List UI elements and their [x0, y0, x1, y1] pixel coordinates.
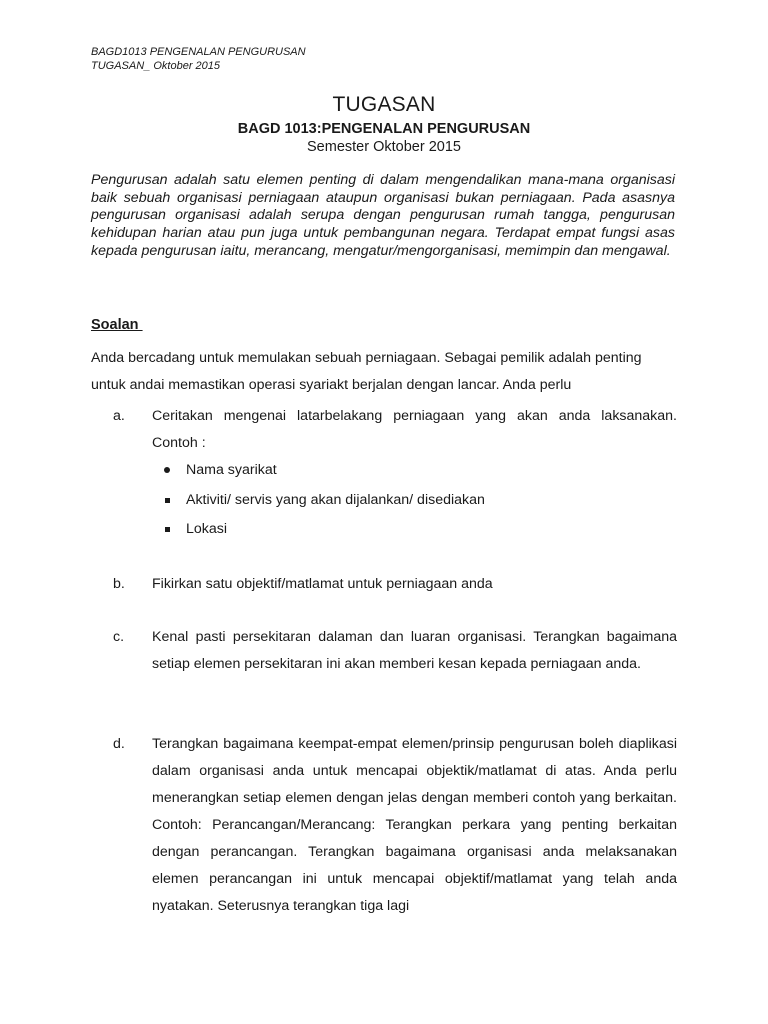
- document-title: TUGASAN: [332, 93, 436, 116]
- example-bullet-list: [152, 457, 652, 546]
- soalan-heading: Soalan: [91, 317, 143, 333]
- bullet-text: Aktiviti/ servis yang akan dijalankan/ disediakan: [186, 491, 485, 508]
- bullet-text: Nama syarikat: [186, 462, 277, 478]
- list-marker: b.: [113, 576, 125, 592]
- square-bullet-icon: [165, 527, 170, 532]
- header-assignment-line: TUGASAN_ Oktober 2015: [91, 60, 221, 72]
- list-item-text: Fikirkan satu objektif/matlamat untuk perniagaan anda: [152, 576, 493, 592]
- bullet-item: [152, 516, 652, 546]
- list-item-text: Ceritakan mengenai latarbelakang perniagaan yang akan anda laksanakan. Contoh :: [152, 408, 677, 451]
- bullet-item: [152, 487, 652, 517]
- list-marker: c.: [113, 629, 125, 645]
- document-subtitle: BAGD 1013:PENGENALAN PENGURUSAN: [237, 121, 531, 137]
- running-header: [91, 45, 306, 73]
- square-bullet-icon: [165, 498, 170, 503]
- bullet-item: [152, 457, 652, 487]
- intro-paragraph: Pengurusan adalah satu elemen penting di dalam mengendalikan mana-mana organisasi baik sebuah organisasi perniagaan ataupun organisasi bukan perniagaan. Pada asasnya pengurusan organisasi adalah serupa dengan pengurusan rumah tangga, pengurusan kehidupan harian atau pun juga untuk pembangunan negara. Terdapat empat fungsi asas kepada pengurusan iaitu, merancang, mengatur/mengorganisasi, memimpin dan mengawal.: [91, 172, 675, 259]
- soalan-paragraph: Anda bercadang untuk memulakan sebuah perniagaan. Sebagai pemilik adalah penting untuk andai memastikan operasi syariakt berjalan dengan lancar. Anda perlu: [91, 350, 642, 393]
- bullet-text: Lokasi: [186, 521, 228, 537]
- list-item-text: Terangkan bagaimana keempat-empat elemen/prinsip pengurusan boleh diaplikasi dalam organisasi anda untuk mencapai objektik/matlamat di atas. Anda perlu menerangkan setiap elemen dengan jelas dengan memberi contoh yang berkaitan. Contoh: Perancangan/Merancang: Terangkan perkara yang penting berkaitan dengan perancangan. Terangkan bagaimana organisasi anda melaksanakan elemen perancangan ini untuk mencapai objektif/matlamat yang telah anda nyatakan. Seterusnya terangkan tiga lagi: [152, 736, 677, 914]
- header-course-line: BAGD1013 PENGENALAN PENGURUSAN: [91, 46, 306, 58]
- list-marker: d.: [113, 736, 125, 752]
- list-item-text: Kenal pasti persekitaran dalaman dan luaran organisasi. Terangkan bagaimana setiap elemen persekitaran ini akan memberi kesan kepada perniagaan anda.: [152, 629, 677, 672]
- round-bullet-icon: [164, 467, 170, 473]
- semester-line: Semester Oktober 2015: [307, 139, 461, 155]
- list-marker: a.: [113, 408, 125, 424]
